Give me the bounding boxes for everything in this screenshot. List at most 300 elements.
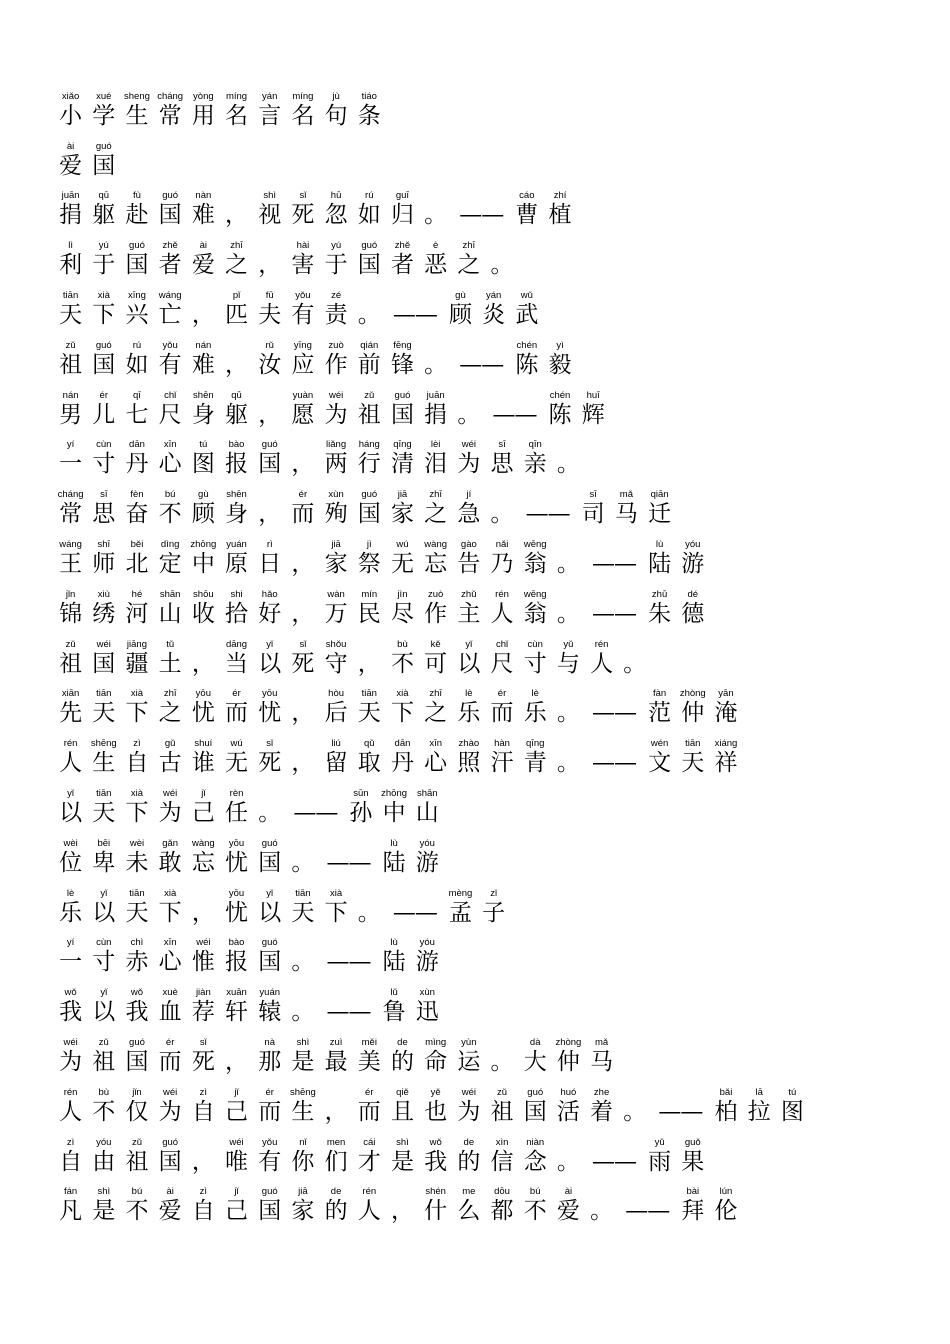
hanzi: 。 bbox=[556, 1148, 580, 1175]
pinyin: guó bbox=[394, 389, 411, 401]
quote-line bbox=[54, 976, 809, 1026]
character-unit bbox=[286, 937, 319, 976]
hanzi: 辉 bbox=[581, 401, 605, 428]
pinyin: wéi bbox=[229, 1136, 244, 1148]
quote-line bbox=[54, 1126, 809, 1176]
hanzi: 泪 bbox=[424, 451, 448, 478]
pinyin: huó bbox=[560, 1086, 577, 1098]
pinyin: wén bbox=[650, 738, 669, 750]
pinyin: wǒ bbox=[64, 987, 77, 999]
hanzi: 中 bbox=[191, 550, 215, 577]
pinyin: tǔ bbox=[166, 638, 175, 650]
character-unit bbox=[353, 888, 386, 927]
pinyin: zuì bbox=[329, 1036, 343, 1048]
character-unit bbox=[286, 439, 319, 478]
character-unit bbox=[54, 1087, 87, 1126]
pinyin: qī bbox=[133, 389, 141, 401]
character-unit bbox=[187, 340, 220, 379]
character-unit bbox=[87, 788, 120, 827]
pinyin: yǔ bbox=[654, 1136, 665, 1148]
hanzi: 王 bbox=[59, 550, 83, 577]
pinyin: xià bbox=[330, 887, 343, 899]
hanzi: 思 bbox=[490, 451, 514, 478]
pinyin: dān bbox=[129, 439, 145, 451]
character-unit bbox=[320, 91, 353, 130]
character-unit bbox=[610, 489, 643, 528]
pinyin: xīn bbox=[163, 937, 177, 949]
hanzi: 乐 bbox=[523, 700, 547, 727]
character-unit bbox=[87, 290, 120, 329]
character-unit bbox=[452, 489, 485, 528]
pinyin: ér bbox=[232, 688, 241, 700]
character-unit bbox=[286, 1087, 319, 1126]
character-unit bbox=[419, 639, 452, 678]
pinyin: guó bbox=[361, 489, 378, 501]
character-unit bbox=[154, 639, 187, 678]
character-unit bbox=[585, 738, 643, 777]
hanzi: 为 bbox=[324, 401, 348, 428]
hanzi: 有 bbox=[158, 351, 182, 378]
pinyin: yùn bbox=[461, 1036, 477, 1048]
character-unit bbox=[543, 390, 576, 429]
hanzi: 国 bbox=[125, 252, 149, 279]
hanzi: 迁 bbox=[648, 501, 672, 528]
character-unit bbox=[187, 688, 220, 727]
character-unit bbox=[452, 190, 510, 229]
pinyin: zhī bbox=[429, 489, 442, 501]
character-unit bbox=[154, 190, 187, 229]
hanzi: 柏 bbox=[714, 1098, 738, 1125]
pinyin: gǔ bbox=[164, 738, 176, 750]
pinyin: hàn bbox=[494, 738, 510, 750]
hanzi: 锋 bbox=[390, 351, 414, 378]
character-unit bbox=[87, 738, 120, 777]
pinyin: yě bbox=[430, 1086, 441, 1098]
character-unit bbox=[386, 439, 419, 478]
hanzi: 拉 bbox=[747, 1098, 771, 1125]
hanzi: 身 bbox=[225, 501, 249, 528]
hanzi: 人 bbox=[490, 600, 514, 627]
hanzi: 恶 bbox=[424, 252, 448, 279]
hanzi: —— bbox=[592, 750, 636, 777]
character-unit bbox=[120, 1186, 153, 1225]
character-unit bbox=[353, 1087, 386, 1126]
character-unit bbox=[120, 1087, 153, 1126]
hanzi: 锦 bbox=[59, 600, 83, 627]
character-unit bbox=[54, 838, 87, 877]
character-unit bbox=[444, 888, 477, 927]
pinyin: xué bbox=[96, 90, 112, 102]
hanzi: 任 bbox=[225, 799, 249, 826]
quote-line bbox=[54, 578, 809, 628]
pinyin: zhí bbox=[553, 190, 567, 202]
character-unit bbox=[253, 439, 286, 478]
character-unit bbox=[643, 589, 676, 628]
character-unit bbox=[87, 1087, 120, 1126]
pinyin: nǎi bbox=[495, 538, 509, 550]
character-unit bbox=[353, 390, 386, 429]
hanzi: —— bbox=[592, 700, 636, 727]
hanzi: 我 bbox=[424, 1148, 448, 1175]
pinyin: chǐ bbox=[495, 638, 509, 650]
pinyin: wéi bbox=[196, 937, 211, 949]
character-unit bbox=[253, 1037, 286, 1076]
character-unit bbox=[419, 589, 452, 628]
pinyin: wéi bbox=[96, 638, 111, 650]
character-unit bbox=[187, 1137, 220, 1176]
character-unit bbox=[485, 738, 518, 777]
pinyin: shì bbox=[263, 190, 277, 202]
hanzi: 以 bbox=[92, 899, 116, 926]
hanzi: 为 bbox=[59, 1048, 83, 1075]
pinyin: wéi bbox=[163, 787, 178, 799]
hanzi: 自 bbox=[191, 1098, 215, 1125]
character-unit bbox=[286, 838, 319, 877]
hanzi: 未 bbox=[125, 849, 149, 876]
character-unit bbox=[519, 489, 577, 528]
pinyin: bù bbox=[98, 1086, 110, 1098]
hanzi: 国 bbox=[125, 1048, 149, 1075]
hanzi: ， bbox=[258, 252, 282, 279]
pinyin: sheng bbox=[124, 90, 150, 102]
character-unit bbox=[286, 688, 319, 727]
character-unit bbox=[519, 539, 552, 578]
character-unit bbox=[411, 838, 444, 877]
character-unit bbox=[386, 639, 419, 678]
pinyin: ài bbox=[199, 240, 208, 252]
pinyin: míng bbox=[225, 90, 248, 102]
pinyin: jǐ bbox=[234, 1186, 239, 1198]
character-unit bbox=[320, 888, 353, 927]
hanzi: 国 bbox=[158, 1148, 182, 1175]
quote-line bbox=[54, 379, 809, 429]
hanzi: 愿 bbox=[291, 401, 315, 428]
character-unit bbox=[220, 340, 253, 379]
pinyin: rèn bbox=[229, 787, 244, 799]
pinyin: qǔ bbox=[363, 738, 375, 750]
hanzi: ， bbox=[291, 700, 315, 727]
hanzi: 祖 bbox=[59, 351, 83, 378]
character-unit bbox=[253, 589, 286, 628]
pinyin: cáo bbox=[519, 190, 535, 202]
hanzi: 人 bbox=[357, 1198, 381, 1225]
character-unit bbox=[419, 340, 452, 379]
pinyin: chén bbox=[549, 389, 571, 401]
character-unit bbox=[386, 888, 444, 927]
pinyin: dìng bbox=[160, 538, 180, 550]
quote-line bbox=[54, 180, 809, 230]
character-unit bbox=[120, 439, 153, 478]
pinyin: tú bbox=[199, 439, 208, 451]
pinyin: nàn bbox=[195, 190, 212, 202]
pinyin: jiā bbox=[331, 538, 341, 550]
pinyin: rén bbox=[594, 638, 609, 650]
pinyin: gù bbox=[198, 489, 209, 501]
character-unit bbox=[154, 1037, 187, 1076]
hanzi: 植 bbox=[548, 202, 572, 229]
hanzi: 中 bbox=[382, 799, 406, 826]
character-unit bbox=[253, 1137, 286, 1176]
hanzi: 丹 bbox=[125, 451, 149, 478]
hanzi: 有 bbox=[258, 1148, 282, 1175]
pinyin: cháng bbox=[157, 90, 184, 102]
pinyin: zuò bbox=[328, 339, 344, 351]
pinyin: shēng bbox=[90, 738, 117, 750]
character-unit bbox=[154, 937, 187, 976]
hanzi: 生 bbox=[291, 1098, 315, 1125]
pinyin: sǐ bbox=[299, 190, 307, 202]
hanzi: 名 bbox=[291, 102, 315, 129]
character-unit bbox=[485, 1137, 518, 1176]
pinyin: zhī bbox=[462, 240, 476, 252]
character-unit bbox=[320, 589, 353, 628]
hanzi: 于 bbox=[92, 252, 116, 279]
hanzi: 而 bbox=[158, 1048, 182, 1075]
character-unit bbox=[253, 838, 286, 877]
hanzi: 果 bbox=[681, 1148, 705, 1175]
hanzi: 炎 bbox=[482, 301, 506, 328]
hanzi: 而 bbox=[291, 501, 315, 528]
hanzi: 文 bbox=[648, 750, 672, 777]
character-unit bbox=[651, 1087, 709, 1126]
hanzi: 什 bbox=[424, 1198, 448, 1225]
hanzi: 之 bbox=[158, 700, 182, 727]
hanzi: ， bbox=[191, 899, 215, 926]
hanzi: —— bbox=[625, 1198, 670, 1225]
character-unit bbox=[120, 738, 153, 777]
pinyin: wàng bbox=[424, 538, 448, 550]
hanzi: 下 bbox=[125, 799, 149, 826]
character-unit bbox=[187, 937, 220, 976]
pinyin: wàn bbox=[327, 588, 345, 600]
hanzi: 信 bbox=[490, 1148, 514, 1175]
hanzi: 国 bbox=[258, 1198, 282, 1225]
character-unit bbox=[87, 190, 120, 229]
pinyin: wéi bbox=[63, 1036, 78, 1048]
hanzi: 捐 bbox=[59, 202, 83, 229]
hanzi: 爱 bbox=[158, 1198, 182, 1225]
pinyin: guó bbox=[162, 190, 179, 202]
hanzi: —— bbox=[326, 999, 371, 1026]
hanzi: 天 bbox=[59, 301, 83, 328]
hanzi: 。 bbox=[424, 351, 448, 378]
pinyin: bú bbox=[164, 489, 176, 501]
hanzi: 国 bbox=[158, 202, 182, 229]
pinyin: ér bbox=[99, 389, 108, 401]
pinyin: tiáo bbox=[361, 90, 377, 102]
pinyin: wéi bbox=[163, 1086, 178, 1098]
hanzi: 疆 bbox=[125, 650, 149, 677]
character-unit bbox=[552, 539, 585, 578]
character-unit bbox=[320, 240, 353, 279]
pinyin: xīn bbox=[163, 439, 177, 451]
hanzi: 取 bbox=[357, 750, 381, 777]
pinyin: tiān bbox=[295, 887, 311, 899]
hanzi: 祥 bbox=[714, 750, 738, 777]
character-unit bbox=[510, 340, 543, 379]
pinyin: zhī bbox=[230, 240, 243, 252]
character-unit bbox=[253, 987, 286, 1026]
hanzi: 陆 bbox=[382, 849, 406, 876]
pinyin: shì bbox=[396, 1136, 409, 1148]
pinyin: ér bbox=[265, 1086, 274, 1098]
hanzi: 惟 bbox=[191, 949, 215, 976]
hanzi: 才 bbox=[357, 1148, 381, 1175]
pinyin: tiān bbox=[129, 887, 145, 899]
character-unit bbox=[353, 91, 386, 130]
pinyin: yì bbox=[556, 339, 564, 351]
hanzi: 忽 bbox=[324, 202, 348, 229]
pinyin: è bbox=[433, 240, 439, 252]
character-unit bbox=[54, 589, 87, 628]
hanzi: 陈 bbox=[548, 401, 572, 428]
hanzi: 赴 bbox=[125, 202, 149, 229]
hanzi: ， bbox=[357, 650, 381, 677]
hanzi: 以 bbox=[92, 999, 116, 1026]
pinyin: dān bbox=[394, 738, 411, 750]
hanzi: 言 bbox=[258, 102, 282, 129]
hanzi: 祖 bbox=[490, 1098, 514, 1125]
character-unit bbox=[120, 91, 153, 130]
character-unit bbox=[220, 788, 253, 827]
hanzi: 荐 bbox=[191, 999, 215, 1026]
character-unit bbox=[676, 688, 709, 727]
pinyin: jiāng bbox=[126, 638, 147, 650]
character-unit bbox=[386, 340, 419, 379]
pinyin: chén bbox=[516, 339, 538, 351]
character-unit bbox=[386, 1037, 419, 1076]
pinyin: xiù bbox=[97, 588, 110, 600]
hanzi: 尺 bbox=[490, 650, 514, 677]
pinyin: yǐ bbox=[266, 638, 274, 650]
hanzi: 后 bbox=[324, 700, 348, 727]
pinyin: shī bbox=[97, 538, 111, 550]
pinyin: rén bbox=[362, 1186, 377, 1198]
pinyin: yōu bbox=[262, 688, 278, 700]
section-heading bbox=[54, 130, 809, 180]
hanzi: 心 bbox=[424, 750, 448, 777]
character-unit bbox=[419, 1186, 452, 1225]
character-unit bbox=[54, 240, 87, 279]
character-unit bbox=[519, 639, 552, 678]
hanzi: 心 bbox=[158, 949, 182, 976]
hanzi: 忧 bbox=[225, 899, 249, 926]
hanzi: 司 bbox=[581, 501, 605, 528]
pinyin: hū bbox=[330, 190, 342, 202]
character-unit bbox=[253, 639, 286, 678]
hanzi: 是 bbox=[92, 1198, 116, 1225]
character-unit bbox=[320, 290, 353, 329]
hanzi: 己 bbox=[191, 799, 215, 826]
hanzi: 。 bbox=[556, 750, 580, 777]
hanzi: 运 bbox=[457, 1048, 481, 1075]
character-unit bbox=[154, 390, 187, 429]
hanzi: 。 bbox=[457, 401, 481, 428]
character-unit bbox=[54, 1186, 87, 1225]
hanzi: 谁 bbox=[191, 750, 215, 777]
character-unit bbox=[320, 489, 353, 528]
pinyin: bú bbox=[529, 1186, 541, 1198]
hanzi: 陈 bbox=[515, 351, 539, 378]
pinyin: jiàn bbox=[195, 987, 211, 999]
character-unit bbox=[187, 788, 220, 827]
hanzi: 收 bbox=[191, 600, 215, 627]
quote-line bbox=[54, 229, 809, 279]
character-unit bbox=[253, 91, 286, 130]
pinyin: nǐ bbox=[299, 1136, 307, 1148]
character-unit bbox=[386, 240, 419, 279]
pinyin: zǐ bbox=[490, 887, 498, 899]
pinyin: wú bbox=[230, 738, 243, 750]
character-unit bbox=[485, 439, 518, 478]
character-unit bbox=[386, 190, 419, 229]
hanzi: 夫 bbox=[258, 301, 282, 328]
character-unit bbox=[386, 738, 419, 777]
hanzi: —— bbox=[658, 1098, 703, 1125]
character-unit bbox=[353, 439, 386, 478]
character-unit bbox=[353, 340, 386, 379]
pinyin: jìn bbox=[397, 588, 408, 600]
pinyin: guó bbox=[95, 140, 112, 152]
pinyin: lù bbox=[390, 837, 398, 849]
pinyin: qiě bbox=[396, 1086, 409, 1098]
hanzi: 而 bbox=[225, 700, 249, 727]
pinyin: de bbox=[397, 1036, 408, 1048]
pinyin: lā bbox=[755, 1086, 763, 1098]
pinyin: wéi bbox=[461, 439, 476, 451]
hanzi: 如 bbox=[357, 202, 381, 229]
quote-line bbox=[54, 777, 809, 827]
character-unit bbox=[552, 589, 585, 628]
hanzi: —— bbox=[326, 949, 371, 976]
character-unit bbox=[54, 738, 87, 777]
hanzi: —— bbox=[293, 799, 338, 826]
pinyin: shi bbox=[230, 588, 243, 600]
hanzi: 山 bbox=[415, 799, 439, 826]
character-unit bbox=[87, 390, 120, 429]
hanzi: 家 bbox=[324, 550, 348, 577]
hanzi: 而 bbox=[258, 1098, 282, 1125]
pinyin: zhī bbox=[429, 688, 442, 700]
pinyin: xià bbox=[130, 688, 144, 700]
pinyin: rì bbox=[266, 538, 273, 550]
pinyin: tú bbox=[788, 1086, 797, 1098]
character-unit bbox=[320, 190, 353, 229]
character-unit bbox=[353, 738, 386, 777]
hanzi: 不 bbox=[158, 501, 182, 528]
character-unit bbox=[386, 290, 444, 329]
pinyin: bài bbox=[686, 1186, 700, 1198]
pinyin: yòng bbox=[193, 90, 214, 102]
hanzi: 祖 bbox=[92, 1048, 116, 1075]
character-unit bbox=[585, 1087, 618, 1126]
character-unit bbox=[87, 888, 120, 927]
hanzi: 那 bbox=[258, 1048, 282, 1075]
character-unit bbox=[187, 838, 220, 877]
character-unit bbox=[353, 688, 386, 727]
pinyin: mín bbox=[361, 588, 378, 600]
hanzi: 作 bbox=[424, 600, 448, 627]
hanzi: 是 bbox=[390, 1148, 414, 1175]
hanzi: 忧 bbox=[258, 700, 282, 727]
hanzi: 乐 bbox=[59, 899, 83, 926]
hanzi: 么 bbox=[457, 1198, 481, 1225]
hanzi: 的 bbox=[324, 1198, 348, 1225]
hanzi: 淹 bbox=[714, 700, 738, 727]
hanzi: 照 bbox=[457, 750, 481, 777]
pinyin: lèi bbox=[430, 439, 441, 451]
hanzi: 朱 bbox=[648, 600, 672, 627]
